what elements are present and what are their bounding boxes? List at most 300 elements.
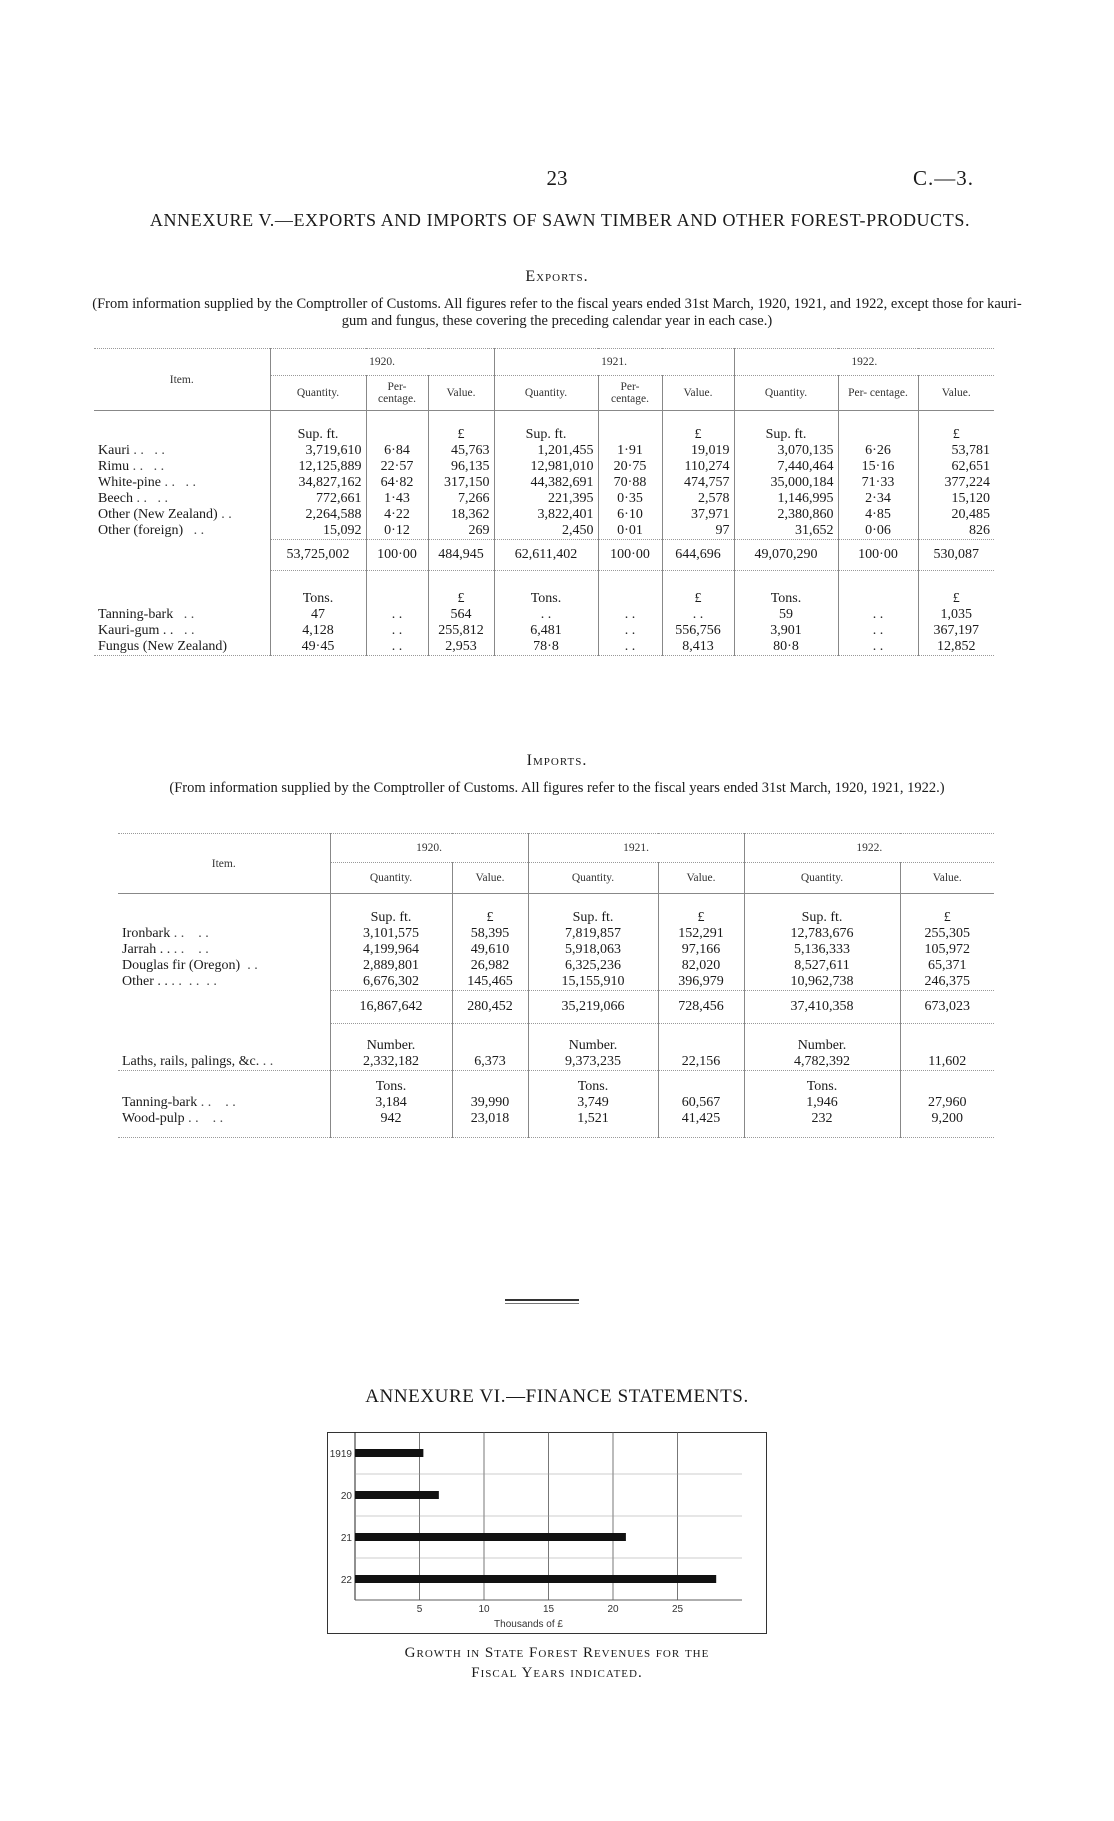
data-cell: 2,450: [494, 523, 598, 540]
data-cell: 556,756: [662, 623, 734, 639]
exports-heading: Exports.: [525, 268, 589, 285]
data-cell: 80·8: [734, 639, 838, 656]
table-row: [118, 1054, 994, 1071]
section-divider: [505, 1303, 579, 1304]
item-label: Other (foreign): [98, 523, 184, 539]
unit-label: Tons.: [734, 571, 838, 608]
data-cell: 22,156: [658, 1054, 744, 1071]
data-cell: 105,972: [900, 942, 994, 958]
data-cell: 35,000,184: [734, 475, 838, 491]
exports-col-value: Value.: [428, 376, 494, 411]
data-cell: 8,527,611: [744, 958, 900, 974]
unit-label: £: [662, 571, 734, 608]
imports-year-1920: 1920.: [330, 834, 528, 863]
data-cell: 474,757: [662, 475, 734, 491]
item-leader: . .: [173, 623, 195, 638]
table-row: [118, 974, 994, 991]
table-row: [94, 523, 994, 540]
total-cell: 53,725,002: [270, 540, 366, 571]
item-name: [94, 507, 270, 523]
item-leader: . . . .: [184, 1111, 224, 1126]
item-leader: . . . .: [160, 475, 196, 490]
data-cell: 1·91: [598, 443, 662, 459]
data-cell: 4·85: [838, 507, 918, 523]
data-cell: 0·12: [366, 523, 428, 540]
data-cell: 6,676,302: [330, 974, 452, 991]
unit-label: Tons.: [270, 571, 366, 608]
data-cell: 2,889,801: [330, 958, 452, 974]
item-blank: [118, 991, 330, 1024]
item-leader: . . . .: [129, 443, 165, 458]
table-row: [94, 571, 994, 608]
x-tick-label: 5: [416, 1604, 423, 1615]
item-blank: [118, 1024, 330, 1055]
imports-year-1921: 1921.: [528, 834, 744, 863]
data-cell: 0·01: [598, 523, 662, 540]
item-label: Ironbark: [122, 926, 171, 941]
data-cell: 3,822,401: [494, 507, 598, 523]
unit-label: Tons.: [330, 1071, 452, 1096]
data-cell: 27,960: [900, 1095, 994, 1111]
data-cell: 39,990: [452, 1095, 528, 1111]
data-cell: . .: [838, 639, 918, 656]
chart-caption-line1: Growth in State Forest Revenues for the: [404, 1645, 710, 1661]
item-leader: . . . .: [129, 459, 165, 474]
total-cell: 49,070,290: [734, 540, 838, 571]
data-cell: 2·34: [838, 491, 918, 507]
table-row: [94, 411, 994, 444]
data-cell: 4,128: [270, 623, 366, 639]
item-name: [94, 639, 270, 656]
data-cell: 20,485: [918, 507, 994, 523]
total-cell: 100·00: [598, 540, 662, 571]
y-tick-label: 21: [340, 1533, 352, 1544]
item-name: [118, 1054, 330, 1071]
total-cell: 100·00: [838, 540, 918, 571]
item-leader: . .: [240, 958, 258, 973]
data-cell: 942: [330, 1111, 452, 1138]
table-row: [118, 958, 994, 974]
data-cell: 377,224: [918, 475, 994, 491]
data-cell: 221,395: [494, 491, 598, 507]
total-cell: 728,456: [658, 991, 744, 1024]
unit-label: Sup. ft.: [330, 894, 452, 927]
data-cell: 152,291: [658, 926, 744, 942]
data-cell: . .: [598, 639, 662, 656]
data-cell: 7,440,464: [734, 459, 838, 475]
unit-label: [452, 1024, 528, 1055]
exports-year-1920: 1920.: [270, 349, 494, 376]
item-label: Kauri-gum . .: [98, 623, 174, 638]
revenue-chart-svg: [327, 1432, 767, 1634]
exports-col-percentage: Per- centage.: [838, 376, 918, 411]
unit-label: Sup. ft.: [270, 411, 366, 444]
data-cell: 3,719,610: [270, 443, 366, 459]
exports-year-1921: 1921.: [494, 349, 734, 376]
unit-label: £: [918, 571, 994, 608]
item-leader: . . . .: [170, 926, 209, 941]
imports-table: [118, 833, 994, 1138]
table-row: [94, 507, 994, 523]
data-cell: 1,201,455: [494, 443, 598, 459]
data-cell: 97: [662, 523, 734, 540]
data-cell: 145,465: [452, 974, 528, 991]
imports-item-header: Item.: [118, 834, 330, 894]
exports-col-percentage: Per- centage.: [598, 376, 662, 411]
imports-note: (From information supplied by the Comptroller of Customs. All figures refer to the fiscal years ended 31st March, 1920, 1921, 1922.): [169, 780, 945, 796]
data-cell: . .: [494, 607, 598, 623]
item-name: [118, 974, 330, 991]
table-row: [118, 926, 994, 942]
data-cell: 4,199,964: [330, 942, 452, 958]
data-cell: 5,136,333: [744, 942, 900, 958]
data-cell: 9,200: [900, 1111, 994, 1138]
data-cell: 7,266: [428, 491, 494, 507]
data-cell: 11,602: [900, 1054, 994, 1071]
data-cell: 564: [428, 607, 494, 623]
data-cell: 37,971: [662, 507, 734, 523]
data-cell: 71·33: [838, 475, 918, 491]
total-cell: 100·00: [366, 540, 428, 571]
bar: [355, 1491, 439, 1499]
data-cell: 12,125,889: [270, 459, 366, 475]
exports-item-header: Item.: [94, 349, 270, 411]
data-cell: . .: [598, 607, 662, 623]
exports-col-value: Value.: [918, 376, 994, 411]
data-cell: 58,395: [452, 926, 528, 942]
total-cell: 530,087: [918, 540, 994, 571]
unit-label: [452, 1071, 528, 1096]
unit-label: £: [658, 894, 744, 927]
data-cell: 26,982: [452, 958, 528, 974]
data-cell: 6·26: [838, 443, 918, 459]
totals-row: [94, 540, 994, 571]
total-cell: 62,611,402: [494, 540, 598, 571]
data-cell: 1,146,995: [734, 491, 838, 507]
section-divider: [505, 1299, 579, 1301]
item-name: [118, 926, 330, 942]
data-cell: 31,652: [734, 523, 838, 540]
item-leader: . .: [173, 607, 195, 622]
table-row: [94, 475, 994, 491]
data-cell: 1·43: [366, 491, 428, 507]
data-cell: 1,035: [918, 607, 994, 623]
exports-note: (From information supplied by the Comptroller of Customs. All figures refer to the fiscal years ended 31st March, 1920, 1921, and 1922, except those for kauri-gum and fungus, these covering the preceding calendar year in each case.): [92, 296, 1022, 329]
total-cell: 484,945: [428, 540, 494, 571]
table-row: [94, 639, 994, 656]
page-number: 23: [546, 166, 568, 190]
data-cell: 19,019: [662, 443, 734, 459]
item-label: Kauri: [98, 443, 130, 458]
unit-label: £: [900, 894, 994, 927]
unit-label: Number.: [330, 1024, 452, 1055]
data-cell: 15·16: [838, 459, 918, 475]
data-cell: 0·35: [598, 491, 662, 507]
x-tick-label: 25: [671, 1604, 684, 1615]
data-cell: 15,120: [918, 491, 994, 507]
annexure-vi-title: ANNEXURE VI.—FINANCE STATEMENTS.: [365, 1386, 749, 1407]
unit-label: £: [428, 571, 494, 608]
item-blank: [118, 1071, 330, 1096]
item-label: Tanning-bark: [98, 607, 174, 622]
data-cell: 60,567: [658, 1095, 744, 1111]
data-cell: 62,651: [918, 459, 994, 475]
table-row: [118, 1111, 994, 1138]
data-cell: 255,812: [428, 623, 494, 639]
item-name: [94, 459, 270, 475]
data-cell: 2,264,588: [270, 507, 366, 523]
data-cell: 9,373,235: [528, 1054, 658, 1071]
item-name: [94, 607, 270, 623]
unit-label: [838, 411, 918, 444]
item-name: [118, 942, 330, 958]
data-cell: 232: [744, 1111, 900, 1138]
data-cell: 41,425: [658, 1111, 744, 1138]
unit-label: [838, 571, 918, 608]
data-cell: 3,101,575: [330, 926, 452, 942]
unit-label: Tons.: [744, 1071, 900, 1096]
item-name: [94, 443, 270, 459]
table-row: [94, 623, 994, 639]
unit-label: Number.: [744, 1024, 900, 1055]
y-tick-label: 1919: [329, 1449, 352, 1460]
item-blank: [94, 571, 270, 608]
data-cell: 826: [918, 523, 994, 540]
item-name: [118, 958, 330, 974]
data-cell: 70·88: [598, 475, 662, 491]
exports-year-1922: 1922.: [734, 349, 994, 376]
unit-label: Number.: [528, 1024, 658, 1055]
data-cell: 15,092: [270, 523, 366, 540]
item-label: Rimu: [98, 459, 130, 474]
table-row: [118, 1024, 994, 1055]
data-cell: 269: [428, 523, 494, 540]
data-cell: 4,782,392: [744, 1054, 900, 1071]
totals-row: [118, 991, 994, 1024]
x-axis-label: Thousands of £: [494, 1619, 563, 1630]
data-cell: 7,819,857: [528, 926, 658, 942]
imports-col-value: Value.: [900, 863, 994, 894]
imports-heading: Imports.: [526, 752, 588, 769]
item-leader: . . . . . .: [167, 974, 217, 990]
table-row: [94, 459, 994, 475]
item-leader: . .: [217, 507, 232, 522]
data-cell: . .: [838, 607, 918, 623]
data-cell: 6,481: [494, 623, 598, 639]
total-cell: 644,696: [662, 540, 734, 571]
unit-label: £: [452, 894, 528, 927]
item-label: Other (New Zealand): [98, 507, 218, 522]
revenue-chart: [327, 1432, 767, 1634]
exports-table: [94, 348, 994, 656]
data-cell: 44,382,691: [494, 475, 598, 491]
item-label: Tanning-bark: [122, 1095, 198, 1110]
data-cell: 246,375: [900, 974, 994, 991]
y-tick-label: 22: [340, 1575, 352, 1586]
item-label: White-pine: [98, 475, 161, 490]
unit-label: Sup. ft.: [734, 411, 838, 444]
item-label: Douglas fir (Oregon): [122, 958, 241, 973]
unit-label: Tons.: [528, 1071, 658, 1096]
data-cell: 5,918,063: [528, 942, 658, 958]
unit-label: Sup. ft.: [528, 894, 658, 927]
data-cell: 49·45: [270, 639, 366, 656]
unit-label: Sup. ft.: [494, 411, 598, 444]
unit-label: £: [662, 411, 734, 444]
total-cell: 35,219,066: [528, 991, 658, 1024]
bar: [355, 1575, 716, 1583]
table-row: [118, 1095, 994, 1111]
data-cell: 78·8: [494, 639, 598, 656]
data-cell: 255,305: [900, 926, 994, 942]
item-blank: [94, 540, 270, 571]
data-cell: 772,661: [270, 491, 366, 507]
data-cell: 12,783,676: [744, 926, 900, 942]
data-cell: 34,827,162: [270, 475, 366, 491]
item-label: Beech: [98, 491, 133, 506]
exports-col-percentage: Per- centage.: [366, 376, 428, 411]
exports-col-quantity: Quantity.: [734, 376, 838, 411]
data-cell: 97,166: [658, 942, 744, 958]
table-row: [118, 1071, 994, 1096]
data-cell: 317,150: [428, 475, 494, 491]
bar: [355, 1449, 423, 1457]
item-name: [118, 1111, 330, 1138]
data-cell: 6,325,236: [528, 958, 658, 974]
x-tick-label: 15: [542, 1604, 555, 1615]
exports-col-quantity: Quantity.: [270, 376, 366, 411]
unit-label: £: [918, 411, 994, 444]
item-leader: . . . .: [132, 491, 168, 506]
data-cell: 2,578: [662, 491, 734, 507]
x-tick-label: 10: [478, 1604, 490, 1615]
item-name: [94, 491, 270, 507]
bar: [355, 1533, 626, 1541]
item-label: Jarrah . .: [122, 942, 171, 957]
data-cell: 65,371: [900, 958, 994, 974]
item-blank: [118, 894, 330, 927]
total-cell: 673,023: [900, 991, 994, 1024]
data-cell: 3,184: [330, 1095, 452, 1111]
item-blank: [94, 411, 270, 444]
data-cell: 49,610: [452, 942, 528, 958]
unit-label: [900, 1071, 994, 1096]
unit-label: [366, 571, 428, 608]
unit-label: [658, 1071, 744, 1096]
total-cell: 16,867,642: [330, 991, 452, 1024]
imports-col-value: Value.: [452, 863, 528, 894]
item-label: Other . .: [122, 974, 168, 990]
data-cell: 8,413: [662, 639, 734, 656]
data-cell: 18,362: [428, 507, 494, 523]
x-tick-label: 20: [607, 1604, 619, 1615]
chart-caption: [0, 1643, 1114, 1683]
data-cell: 10,962,738: [744, 974, 900, 991]
annexure-v-title: ANNEXURE V.—EXPORTS AND IMPORTS OF SAWN TIMBER AND OTHER FOREST-PRODUCTS.: [149, 210, 971, 230]
data-cell: 4·22: [366, 507, 428, 523]
data-cell: 96,135: [428, 459, 494, 475]
data-cell: 47: [270, 607, 366, 623]
data-cell: . .: [598, 623, 662, 639]
data-cell: . .: [366, 623, 428, 639]
data-cell: 22·57: [366, 459, 428, 475]
table-row: [94, 607, 994, 623]
imports-col-value: Value.: [658, 863, 744, 894]
item-label: Wood-pulp: [122, 1111, 185, 1126]
data-cell: 15,155,910: [528, 974, 658, 991]
exports-col-quantity: Quantity.: [494, 376, 598, 411]
y-tick-label: 20: [340, 1491, 352, 1502]
data-cell: 1,521: [528, 1111, 658, 1138]
data-cell: 6·84: [366, 443, 428, 459]
imports-col-quantity: Quantity.: [744, 863, 900, 894]
unit-label: [598, 571, 662, 608]
data-cell: 2,380,860: [734, 507, 838, 523]
imports-year-1922: 1922.: [744, 834, 994, 863]
table-row: [94, 491, 994, 507]
data-cell: 23,018: [452, 1111, 528, 1138]
data-cell: . .: [366, 639, 428, 656]
data-cell: . .: [838, 623, 918, 639]
item-name: [94, 623, 270, 639]
item-name: [94, 523, 270, 540]
item-name: [118, 1095, 330, 1111]
exports-col-value: Value.: [662, 376, 734, 411]
item-leader: . .: [183, 523, 205, 539]
item-leader: . . . .: [197, 1095, 236, 1110]
data-cell: 3,749: [528, 1095, 658, 1111]
item-leader: . .: [259, 1054, 274, 1069]
data-cell: 20·75: [598, 459, 662, 475]
data-cell: 1,946: [744, 1095, 900, 1111]
data-cell: 367,197: [918, 623, 994, 639]
data-cell: 53,781: [918, 443, 994, 459]
data-cell: 82,020: [658, 958, 744, 974]
data-cell: . .: [366, 607, 428, 623]
table-row: [118, 942, 994, 958]
imports-col-quantity: Quantity.: [330, 863, 452, 894]
unit-label: Sup. ft.: [744, 894, 900, 927]
item-label: Laths, rails, palings, &c.: [122, 1054, 260, 1069]
total-cell: 280,452: [452, 991, 528, 1024]
data-cell: 0·06: [838, 523, 918, 540]
data-cell: . .: [662, 607, 734, 623]
data-cell: 64·82: [366, 475, 428, 491]
data-cell: 12,981,010: [494, 459, 598, 475]
data-cell: 3,901: [734, 623, 838, 639]
imports-col-quantity: Quantity.: [528, 863, 658, 894]
item-label: Fungus (New Zealand): [98, 639, 228, 654]
unit-label: [900, 1024, 994, 1055]
data-cell: 396,979: [658, 974, 744, 991]
table-row: [118, 894, 994, 927]
unit-label: Tons.: [494, 571, 598, 608]
item-name: [94, 475, 270, 491]
data-cell: 12,852: [918, 639, 994, 656]
data-cell: 2,332,182: [330, 1054, 452, 1071]
data-cell: 3,070,135: [734, 443, 838, 459]
data-cell: 2,953: [428, 639, 494, 656]
unit-label: [598, 411, 662, 444]
page-reference: C.—3.: [912, 166, 974, 190]
unit-label: [366, 411, 428, 444]
data-cell: 6·10: [598, 507, 662, 523]
data-cell: 59: [734, 607, 838, 623]
data-cell: 6,373: [452, 1054, 528, 1071]
unit-label: £: [428, 411, 494, 444]
table-row: [94, 443, 994, 459]
data-cell: 110,274: [662, 459, 734, 475]
